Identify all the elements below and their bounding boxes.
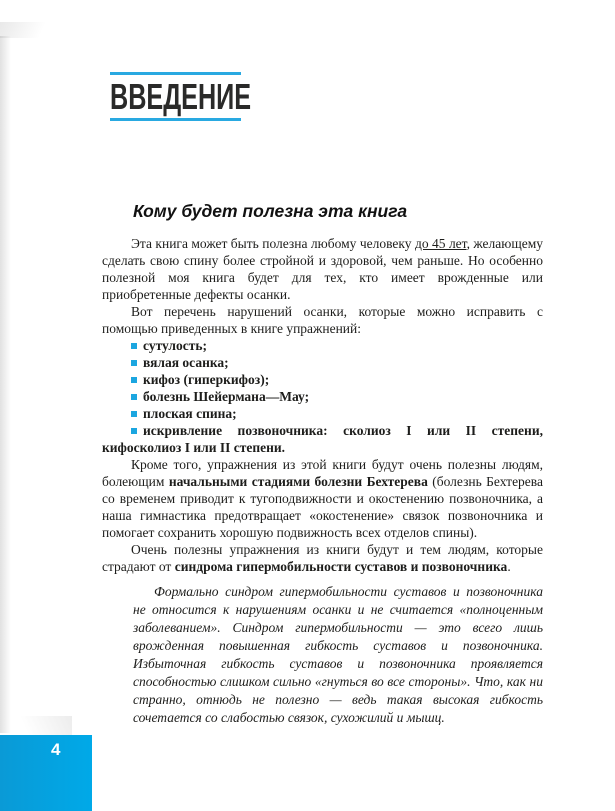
bullet-list-item	[102, 371, 543, 388]
bullet-list-item	[102, 337, 543, 354]
bullet-item-label: болезнь Шейермана—Мау;	[143, 389, 310, 404]
scan-edge-shadow-bottom	[0, 716, 72, 735]
paragraph-1-text-end: , желающему сделать свою спину более стройной и здоровой, чем раньше. Но особенно полезной моя книга будет для тех, кто имеет врожденные или приобретенные дефекты осанки.	[102, 236, 544, 302]
paragraph-4-text: Очень полезны упражнения из книги будут и тем людям, которые страдают от	[102, 542, 543, 574]
italic-note-paragraph: Формально синдром гипермобильности суставов и позвоночника не относится к нарушениям осанки и не считается «полноценным заболеванием». Синдром гипермобильности — это всего лишь врожденная повышенная гибкость суставов и позвоночника. Избыточная гибкость суставов и позвоночника проявляется способностью слишком сильно «гнуться во все стороны». Что, как ни странно, отнюдь не полезно — ведь такая высокая гибкость сочетается со слабостью связок, сухожилий и мышц.	[133, 584, 543, 725]
bullet-square-icon	[131, 360, 137, 366]
paragraph-3-bold-text: начальными стадиями болезни Бехтерева	[168, 474, 428, 489]
bullet-square-icon	[131, 428, 137, 434]
text-column	[102, 201, 543, 727]
paragraph-2: Вот перечень нарушений осанки, которые можно исправить с помощью приведенных в книге упражнений:	[102, 304, 543, 336]
bullet-list-item	[102, 405, 543, 422]
bullet-item-label: плоская спина;	[143, 406, 237, 421]
bullet-list-item	[102, 354, 543, 371]
paragraph-1-text: Эта книга может быть полезна любому человеку	[131, 236, 415, 251]
bullet-square-icon	[131, 343, 137, 349]
paragraph-3-text: Кроме того, упражнения из этой книги будут очень полезны людям, болеющим	[102, 457, 543, 489]
bullet-list-item	[102, 422, 543, 456]
bullet-list-item	[102, 388, 543, 405]
page-number-badge	[0, 735, 92, 811]
scan-edge-shadow-left	[0, 36, 11, 733]
chapter-title: ВВЕДЕНИЕ	[110, 76, 252, 117]
page-number: 4	[51, 740, 61, 759]
bullet-square-icon	[131, 411, 137, 417]
paragraph-1-underlined-text: до 45 лет	[414, 236, 467, 251]
bullet-item-label: вялая осанка;	[143, 355, 229, 370]
bullet-square-icon	[131, 394, 137, 400]
section-subheading: Кому будет полезна эта книга	[133, 201, 408, 221]
paragraph-1	[102, 235, 543, 303]
paragraph-4-bold-text: синдрома гипермобильности суставов и позвоночника	[174, 559, 508, 574]
bullet-item-label: кифоз (гиперкифоз);	[143, 372, 270, 387]
bullet-square-icon	[131, 377, 137, 383]
paragraph-3	[102, 456, 543, 541]
paragraph-4	[102, 541, 543, 575]
paragraph-3-text-end: (болезнь Бехтерева со временем приводит к тугоподвижности и окостенению позвоночника, а наша гимнастика предотвращает «окостенение» связок позвоночника и помогает сохранить хорошую подвижность всех отделов спины).	[102, 474, 543, 540]
paragraph-4-text-end: .	[507, 559, 511, 574]
chapter-heading	[110, 72, 252, 121]
bullet-item-label: сутулость;	[143, 338, 208, 353]
bullet-item-label: искривление позвоночника: сколиоз I или II степени, кифосколиоз I или II степени.	[102, 423, 543, 455]
